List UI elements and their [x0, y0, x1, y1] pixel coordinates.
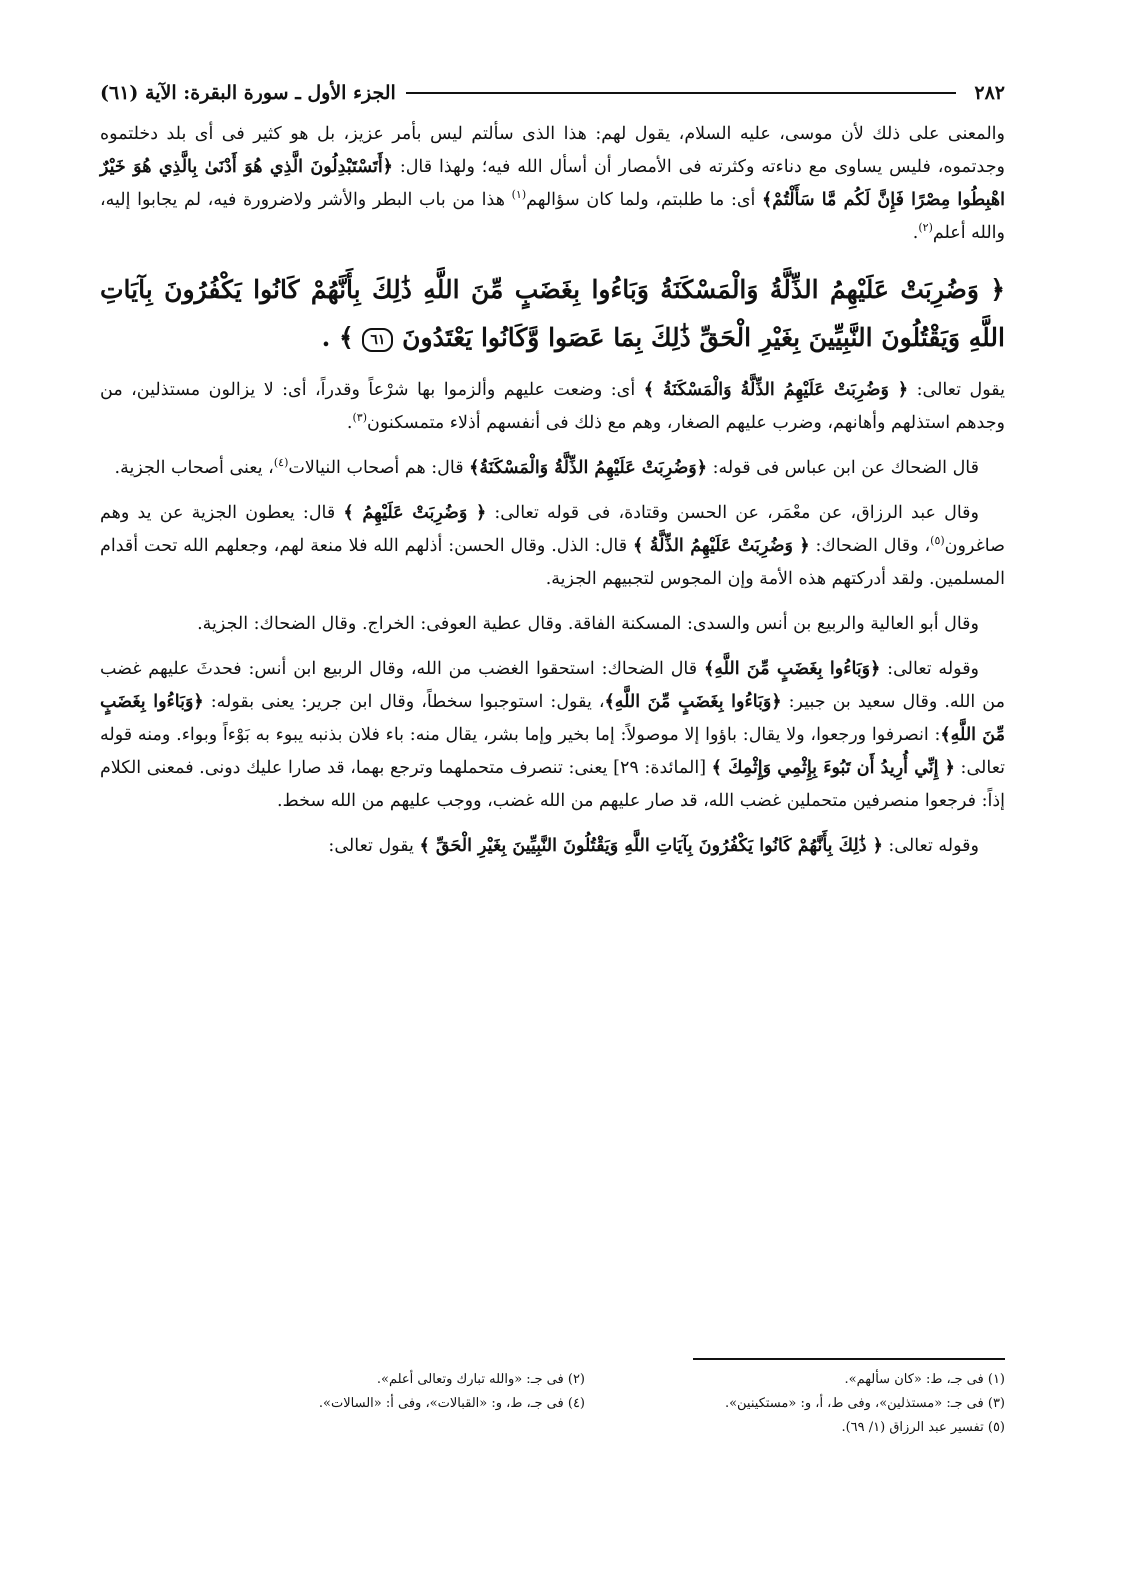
quran-quote: ﴿ إِنِّي أُرِيدُ أَن تَبُوءَ بِإِثْمِي وَإِثْمِكَ ﴾ — [711, 758, 955, 778]
paragraph-2 — [100, 374, 1005, 440]
text-run: ، يعنى أصحاب الجزية. — [114, 458, 274, 478]
quran-quote: ﴿ ذَٰلِكَ بِأَنَّهُمْ كَانُوا يَكْفُرُونَ بِآيَاتِ اللَّهِ وَيَقْتُلُونَ النَّبِيِّينَ بِغَيْرِ الْحَقِّ ﴾ — [419, 836, 883, 856]
footnotes — [100, 1358, 1005, 1440]
text-run: قال: يعطون الجزية عن يد وهم صاغرون — [100, 503, 1005, 556]
text-run: ، يقول: استوجبوا سخطاً، وقال ابن جرير: يعنى بقوله: — [203, 692, 605, 712]
footnote-1: (١) فى جـ، ط: «كان سألهم». — [844, 1372, 1005, 1387]
paragraph-3 — [100, 452, 1005, 485]
text-run: ، وقال الضحاك: — [809, 536, 931, 556]
footnote-2: (٢) فى جـ: «والله تبارك وتعالى أعلم». — [376, 1372, 585, 1387]
page-body — [100, 78, 1005, 875]
text-run: وقوله تعالى: — [880, 659, 980, 679]
text-run: أى: ما طلبتم، ولما كان سؤالهم — [526, 190, 763, 210]
footnote-ref: (٢) — [918, 221, 933, 235]
quran-quote: ﴿وَبَاءُوا بِغَضَبٍ مِّنَ اللَّهِ﴾ — [703, 659, 881, 679]
verse-close: ﴾ . — [321, 323, 354, 352]
quran-quote: ﴿وَبَاءُوا بِغَضَبٍ مِّنَ اللَّهِ﴾ — [604, 692, 782, 712]
header-rule — [406, 92, 957, 94]
paragraph-5 — [100, 608, 1005, 641]
paragraph-1 — [100, 118, 1005, 250]
text-run: وقوله تعالى: — [882, 836, 979, 856]
text-run: أى: وضعت عليهم وألزموا بها شرْعاً وقدراً، أى: لا يزالون مستذلين، من وجدهم استذلهم وأهانهم، وضرب عليهم الصغار، وهم مع ذلك فى أنفسهم أذلاء متمسكنون — [100, 380, 1005, 433]
text-run: يقول تعالى: — [908, 380, 1005, 400]
footnote-5: (٥) تفسير عبد الرزاق (١/ ٦٩). — [841, 1420, 1005, 1435]
page-number: ٢٨٢ — [974, 82, 1005, 104]
text-run: قال: هم أصحاب النيالات — [288, 458, 470, 478]
quran-quote: ﴿وَضُرِبَتْ عَلَيْهِمُ الذِّلَّةُ وَالْمَسْكَنَةُ﴾ — [469, 458, 708, 478]
text-run: يقول تعالى: — [328, 836, 420, 856]
text-run: قال الضحاك: استحقوا الغضب من الله، وقال الربيع ابن أنس: فحدثَ عليهم غضب من الله. وقال سعيد بن جبير: — [100, 659, 1005, 712]
text-run: وقال عبد الرزاق، عن معْمَر، عن الحسن وقتادة، فى قوله تعالى: — [486, 503, 979, 523]
quran-quote: ﴿ وَضُرِبَتْ عَلَيْهِمُ الذِّلَّةُ وَالْمَسْكَنَةُ ﴾ — [643, 380, 909, 400]
paragraph-4 — [100, 497, 1005, 596]
text-run: والمعنى على ذلك لأن موسى، عليه السلام، يقول لهم: هذا الذى سألتم ليس بأمر عزيز، بل هو كثير فى أى بلد دخلتموه وجدتموه، فليس يساوى مع دناءته وكثرته فى الأمصار أن أسأل الله فيه؛ ولهذا قال: — [100, 124, 1005, 177]
paragraph-7 — [100, 830, 1005, 863]
footnote-rule — [693, 1358, 1005, 1360]
footnote-ref: (١) — [511, 188, 527, 202]
footnote-row — [100, 1368, 1005, 1392]
text-run: قال الضحاك عن ابن عباس فى قوله: — [707, 458, 979, 478]
footnote-ref: (٥) — [930, 534, 945, 548]
running-header — [100, 78, 1005, 108]
ayah-number-badge: ٦١ — [362, 328, 393, 352]
quran-quote: ﴿ وَضُرِبَتْ عَلَيْهِمُ الذِّلَّةُ ﴾ — [633, 536, 810, 556]
verse-text: ﴿ وَضُرِبَتْ عَلَيْهِمُ الذِّلَّةُ وَالْمَسْكَنَةُ وَبَاءُوا بِغَضَبٍ مِّنَ اللَّهِ ذَٰلِكَ بِأَنَّهُمْ كَانُوا يَكْفُرُونَ بِآيَاتِ اللَّهِ وَيَقْتُلُونَ النَّبِيِّينَ بِغَيْرِ الْحَقِّ ذَٰلِكَ بِمَا عَصَوا وَّكَانُوا يَعْتَدُونَ — [100, 275, 1005, 352]
quran-quote: ﴿وَبَاءُوا بِغَضَبٍ مِّنَ اللَّهِ﴾ — [100, 692, 1005, 745]
footnote-ref: (٣) — [352, 411, 368, 425]
footnote-row — [100, 1392, 1005, 1416]
quran-quote: ﴿أَتَسْتَبْدِلُونَ الَّذِي هُوَ أَدْنَىٰ بِالَّذِي هُوَ خَيْرٌ اهْبِطُوا مِصْرًا فَإِنَّ لَكُم مَّا سَأَلْتُمْ﴾ — [100, 157, 1005, 210]
text-run: [المائدة: ٢٩] يعنى: تنصرف متحملهما وترجع بهما، قد صارا عليك دونى. فمعنى الكلام إذاً: فرجعوا منصرفين متحملين غضب الله، قد صار عليهم من الله غضب، ووجب عليهم من الله سخط. — [100, 758, 1005, 811]
text-run: قال: الذل. وقال الحسن: أذلهم الله فلا منعة لهم، وجعلهم الله تحت أقدام المسلمين. ولقد أدركتهم هذه الأمة وإن المجوس لتجبيهم الجزية. — [100, 536, 1005, 589]
running-title: الجزء الأول ـ سورة البقرة: الآية (٦١) — [100, 82, 396, 104]
quran-quote: ﴿ وَضُرِبَتْ عَلَيْهِمُ ﴾ — [343, 503, 487, 523]
paragraph-6 — [100, 653, 1005, 818]
footnote-4: (٤) فى جـ، ط، و: «القبالات»، وفى أ: «السالات». — [318, 1396, 585, 1411]
footnote-ref: (٤) — [273, 456, 289, 470]
quran-verse-block — [100, 266, 1005, 362]
text-run: : انصرفوا ورجعوا، ولا يقال: باؤوا إلا موصولاً: إما بخير وإما بشر، يقال منه: باء فلان بذنبه يبوء به بَوْءاً وبواء. ومنه قوله تعالى: — [100, 725, 1006, 778]
text-run: . — [912, 223, 919, 243]
text-run: وقال أبو العالية والربيع بن أنس والسدى: المسكنة الفاقة. وقال عطية العوفى: الخراج. وقال الضحاك: الجزية. — [197, 614, 979, 634]
footnote-row — [100, 1416, 1005, 1440]
footnote-3: (٣) فى جـ: «مستذلين»، وفى ط، أ، و: «مستكينين». — [724, 1396, 1005, 1411]
text-run: هذا من باب البطر والأشر ولاضرورة فيه، لم يجابوا إليه، والله أعلم — [100, 190, 1005, 243]
text-run: . — [346, 413, 353, 433]
